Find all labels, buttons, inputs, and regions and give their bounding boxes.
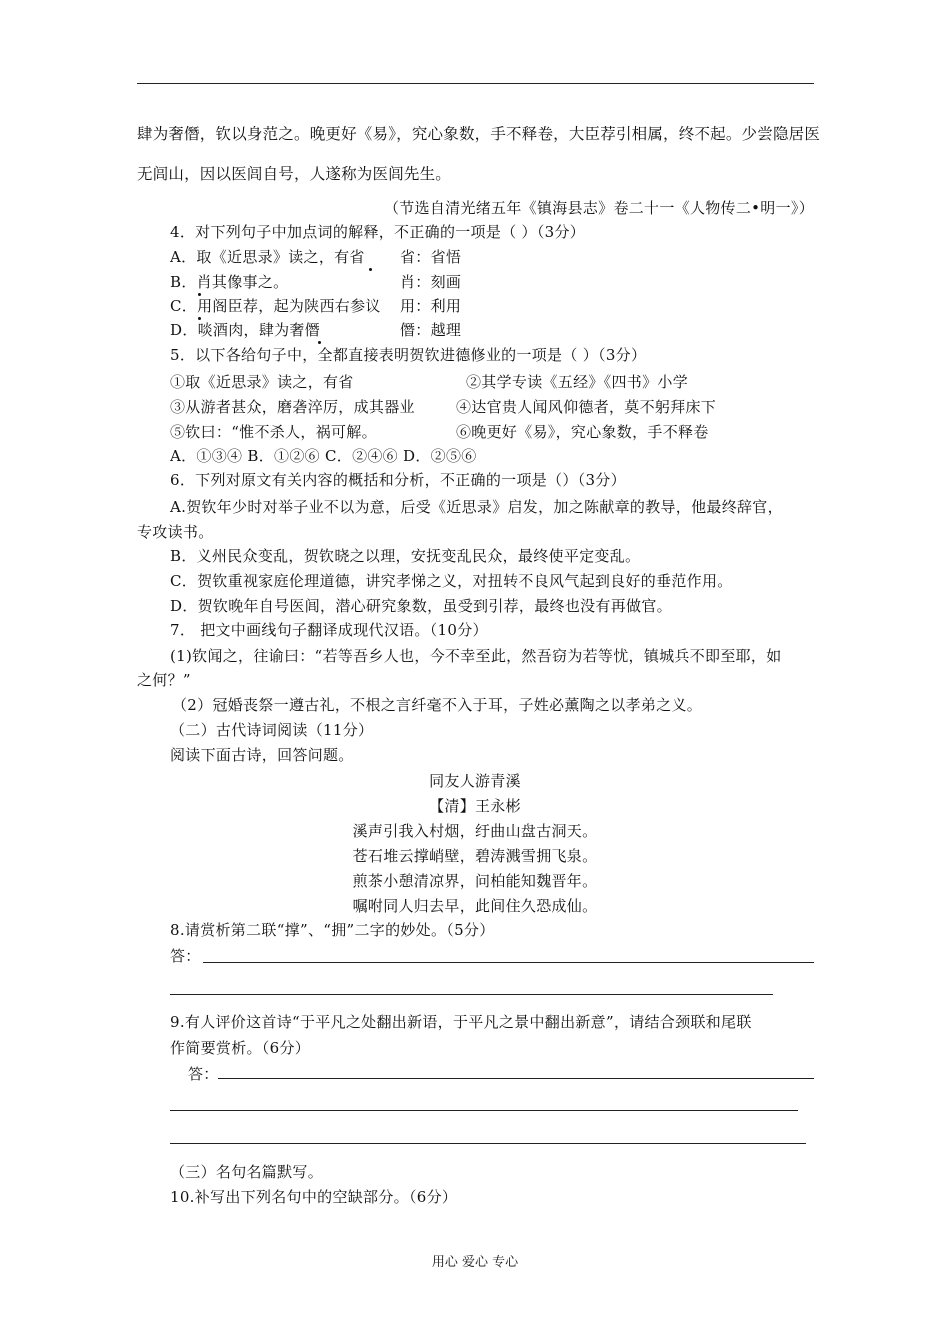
poem-line-3: 煎茶小憩清凉界，问柏能知魏晋年。 <box>352 872 598 890</box>
q7-sentence-2: （2）冠婚丧祭一遵古礼，不根之言纤毫不入于耳，子姓必薰陶之以孝弟之义。 <box>172 696 703 714</box>
q6-option-a-line-2: 专攻读书。 <box>137 523 214 541</box>
q9-stem-line-2: 作简要赏析。（6分） <box>170 1039 311 1057</box>
q4-option-a-gloss: 省：省悟 <box>400 248 462 266</box>
poem-line-2: 苍石堆云撑峭壁，碧涛溅雪拥飞泉。 <box>352 847 598 865</box>
q6-option-b: B．义州民众变乱，贺钦晓之以理，安抚变乱民众，最终使平定变乱。 <box>170 547 641 565</box>
q4-option-c: C．用阁臣荐，起为陕西右参议 <box>170 297 381 315</box>
q4-option-b-gloss: 肖：刻画 <box>400 273 462 291</box>
passage-line-2: 无闾山，因以医闾自号，人遂称为医闾先生。 <box>137 165 452 183</box>
q5-item-5: ⑤钦曰：“惟不杀人，祸可解。 <box>170 423 377 441</box>
q8-stem: 8.请赏析第二联“撑”、“拥”二字的妙处。（5分） <box>170 921 495 939</box>
q9-answer-line-1[interactable] <box>218 1078 814 1079</box>
q4-option-d-gloss: 僭：越理 <box>400 321 462 339</box>
q9-answer-line-3[interactable] <box>170 1143 806 1144</box>
poem-author: 【清】王永彬 <box>429 797 521 815</box>
q9-answer-line-2[interactable] <box>170 1110 798 1111</box>
q5-item-4: ④达官贵人闻风仰德者，莫不躬拜床下 <box>456 398 717 416</box>
passage-line-1: 肆为奢僭，钦以身范之。晚更好《易》，究心象数，手不释卷，大臣荐引相属，终不起。少尝隐居医 <box>137 125 821 143</box>
q7-sentence-1-line-1: (1)钦闻之，往谕曰：“若等吾乡人也，今不幸至此，然吾窃为若等忧，镇城兵不即至耶，如 <box>170 647 782 665</box>
section-2-heading: （二）古代诗词阅读（11分） <box>170 721 374 739</box>
q7-sentence-1-line-2: 之何？” <box>137 671 191 689</box>
page-footer: 用心 爱心 专心 <box>431 1255 519 1270</box>
q6-option-c: C．贺钦重视家庭伦理道德，讲究孝悌之义，对扭转不良风气起到良好的垂范作用。 <box>170 572 733 590</box>
q9-answer-label: 答： <box>188 1065 219 1083</box>
q6-stem: 6．下列对原文有关内容的概括和分析，不正确的一项是（）（3分） <box>170 471 626 489</box>
q5-options: A．①③④ B．①②⑥ C．②④⑥ D．②⑤⑥ <box>170 447 477 465</box>
q5-stem: 5．以下各给句子中，全都直接表明贺钦进德修业的一项是（ ）（3分） <box>170 346 647 364</box>
q4-option-d: D．啖酒肉，肆为奢僭 <box>170 321 321 339</box>
header-rule <box>137 83 814 84</box>
q4-option-c-gloss: 用：利用 <box>400 297 462 315</box>
q5-item-1: ①取《近思录》读之，有省 <box>170 373 354 391</box>
section-3-heading: （三）名句名篇默写。 <box>170 1163 324 1181</box>
passage-source: （节选自清光绪五年《镇海县志》卷二十一《人物传二•明一》） <box>383 199 814 217</box>
poem-line-1: 溪声引我入村烟，纡曲山盘古洞天。 <box>352 822 598 840</box>
q4-option-a: A．取《近思录》读之，有省 <box>170 248 365 266</box>
q8-answer-line-2[interactable] <box>170 994 773 995</box>
q4-option-b: B．肖其像事之。 <box>170 273 289 291</box>
q4-stem: 4．对下列句子中加点词的解释，不正确的一项是（ ）（3分） <box>170 223 586 241</box>
q8-answer-label: 答： <box>170 947 201 965</box>
q8-answer-line-1[interactable] <box>203 962 814 963</box>
q6-option-a-line-1: A.贺钦年少时对举子业不以为意，后受《近思录》启发，加之陈献章的教导，他最终辞官， <box>170 498 783 516</box>
q5-item-2: ②其学专读《五经》《四书》小学 <box>466 373 689 391</box>
q6-option-d: D．贺钦晚年自号医闾，潜心研究象数，虽受到引荐，最终也没有再做官。 <box>170 597 672 615</box>
poem-title: 同友人游青溪 <box>429 772 521 790</box>
q10-stem: 10.补写出下列名句中的空缺部分。（6分） <box>170 1188 458 1206</box>
q5-item-3: ③从游者甚众，磨砻淬厉，成其器业 <box>170 398 415 416</box>
q9-stem-line-1: 9.有人评价这首诗“于平凡之处翻出新语，于平凡之景中翻出新意”，请结合颈联和尾联 <box>170 1013 752 1031</box>
q7-stem: 7． 把文中画线句子翻译成现代汉语。（10分） <box>170 621 488 639</box>
q5-item-6: ⑥晚更好《易》，究心象数，手不释卷 <box>456 423 709 441</box>
poem-line-4: 嘱咐同人归去早，此间住久恐成仙。 <box>352 897 598 915</box>
section-2-instruction: 阅读下面古诗，回答问题。 <box>170 746 354 764</box>
